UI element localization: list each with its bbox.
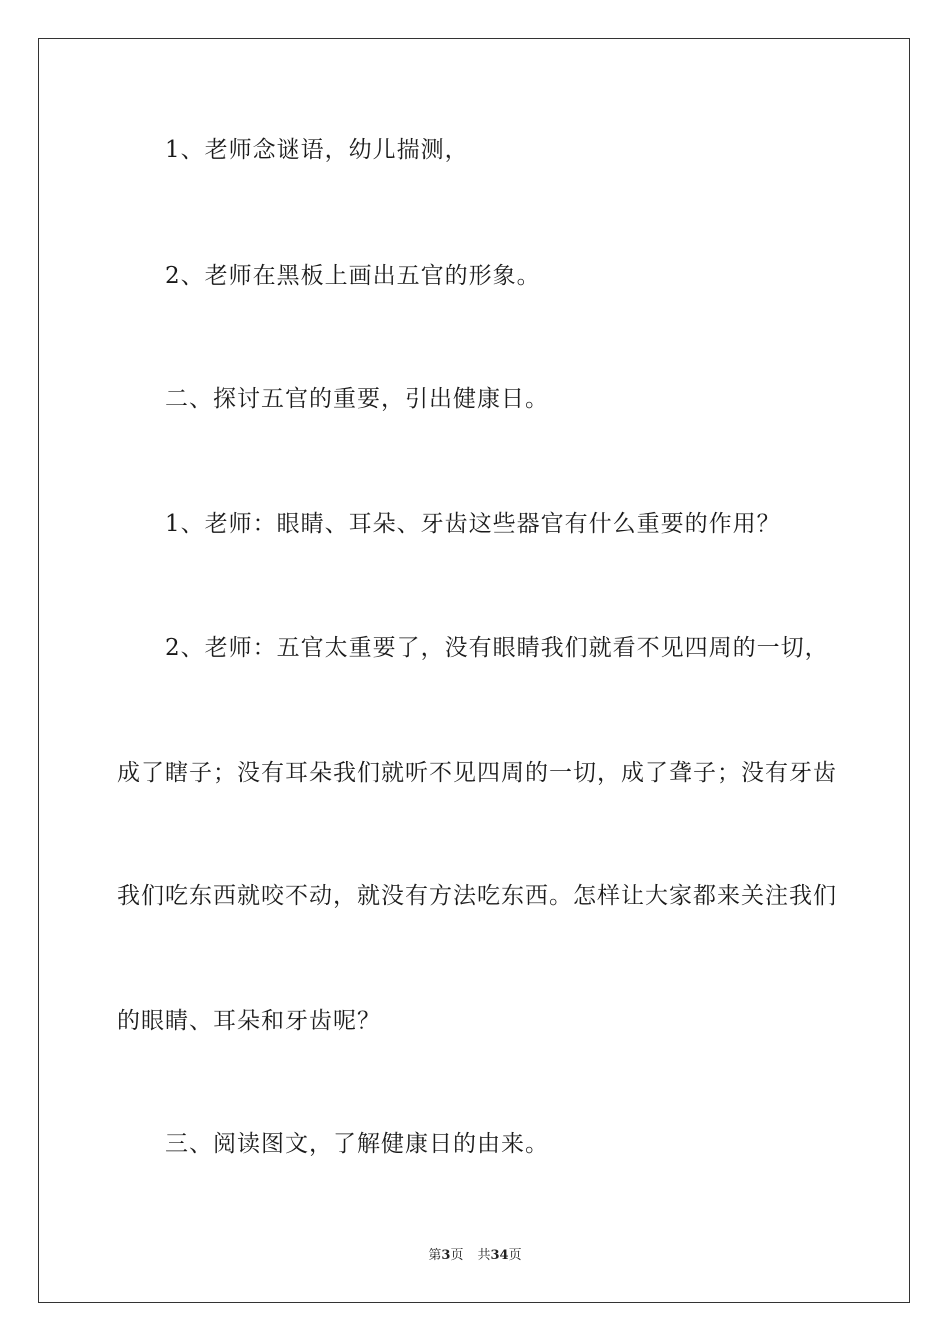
body-line-2: 2、老师在黑板上画出五官的形象。 [165, 263, 541, 289]
body-line-6: 成了瞎子；没有耳朵我们就听不见四周的一切，成了聋子；没有牙齿 [117, 760, 837, 786]
page-border [38, 38, 910, 1303]
total-pages: 34 [490, 1248, 509, 1263]
section-heading-3: 三、阅读图文，了解健康日的由来。 [165, 1131, 549, 1157]
page-prefix: 第 [428, 1248, 442, 1263]
body-line-4: 1、老师：眼睛、耳朵、牙齿这些器官有什么重要的作用？ [165, 511, 781, 537]
page-suffix: 页 [450, 1248, 464, 1263]
body-line-7: 我们吃东西就咬不动，就没有方法吃东西。怎样让大家都来关注我们 [117, 883, 837, 909]
body-line-8: 的眼睛、耳朵和牙齿呢？ [117, 1008, 381, 1034]
page-number: 3 [441, 1248, 451, 1263]
body-line-5: 2、老师：五官太重要了，没有眼睛我们就看不见四周的一切， [165, 635, 829, 661]
page-footer [0, 1247, 950, 1265]
total-prefix: 共 [477, 1248, 491, 1263]
body-line-1: 1、老师念谜语，幼儿揣测， [165, 137, 469, 163]
total-suffix: 页 [508, 1248, 522, 1263]
section-heading-2: 二、探讨五官的重要，引出健康日。 [165, 386, 549, 412]
